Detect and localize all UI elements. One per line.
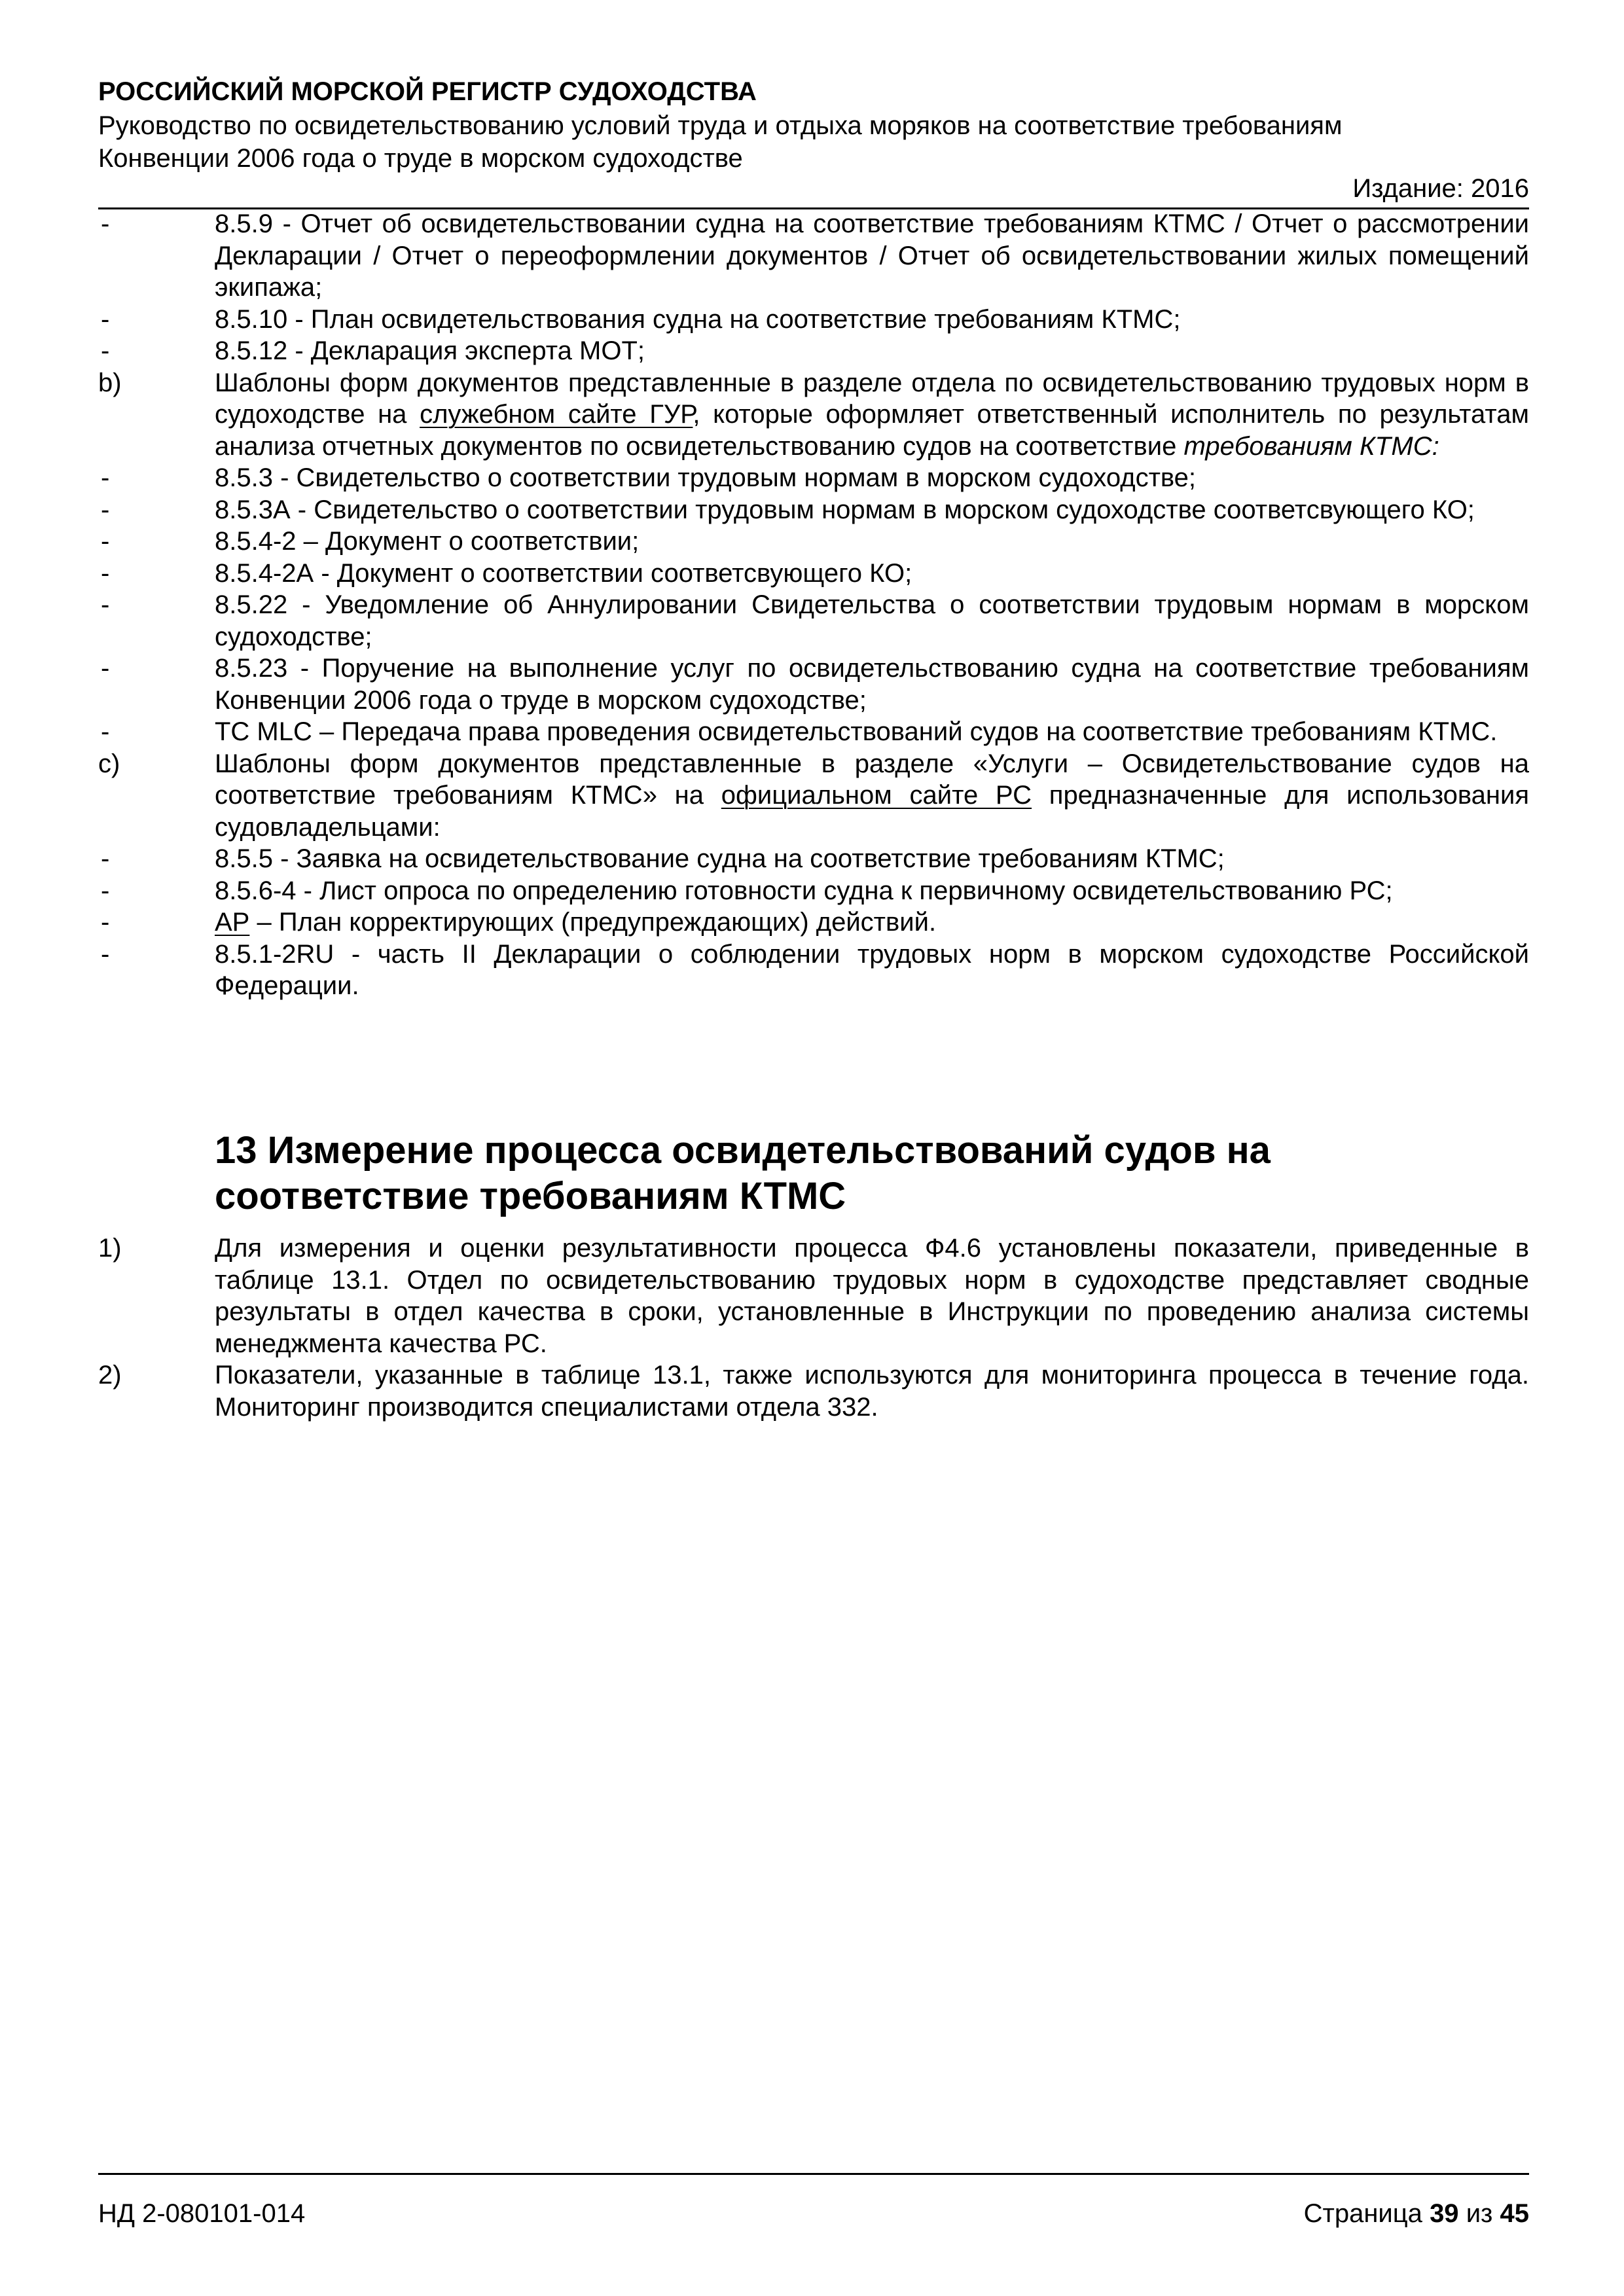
list-item-text — [215, 748, 1529, 844]
section-heading-line-2: соответствие требованиям КТМС — [215, 1175, 846, 1217]
list-marker: - — [101, 717, 110, 746]
document-subtitle — [98, 109, 1529, 175]
list-item-text: 8.5.1-2RU - часть II Декларации о соблюдении трудовых норм в морском судоходстве Российской Федерации. — [215, 939, 1529, 1000]
page-separator: из — [1466, 2199, 1493, 2228]
list-item — [98, 653, 1529, 716]
item-number: 1) — [98, 1234, 122, 1263]
list-item — [98, 906, 1529, 939]
ap-link[interactable]: АР — [215, 908, 250, 937]
list-item-text — [215, 367, 1529, 463]
text-segment: предназначенные для использования судовладельцами: — [215, 781, 1529, 842]
list-item — [98, 875, 1529, 907]
numbered-item — [98, 1232, 1529, 1359]
internal-site-link[interactable]: служебном сайте ГУР — [420, 400, 693, 429]
list-item-text: 8.5.23 - Поручение на выполнение услуг по освидетельствованию судна на соответствие требованиям Конвенции 2006 года о труде в морском судоходстве; — [215, 654, 1529, 715]
document-body — [98, 208, 1529, 1002]
organization-name: РОССИЙСКИЙ МОРСКОЙ РЕГИСТР СУДОХОДСТВА — [98, 77, 757, 106]
list-marker: - — [101, 495, 110, 524]
list-item-text: 8.5.10 - План освидетельствования судна на соответствие требованиям КТМС; — [215, 304, 1181, 334]
list-item-text: 8.5.5 - Заявка на освидетельствование судна на соответствие требованиям КТМС; — [215, 844, 1225, 873]
list-item-text: 8.5.4-2 – Документ о соответствии; — [215, 527, 640, 556]
section-body — [98, 1232, 1529, 1423]
page-label: Страница — [1303, 2199, 1422, 2228]
text-segment: Шаблоны форм документов представленные в разделе отдела по освидетельствованию трудовых норм в судоходстве на — [215, 368, 1529, 429]
list-item — [98, 939, 1529, 1002]
text-segment: , которые оформляет ответственный исполнитель по результатам анализа отчетных документов по освидетельствованию судов на соответствие — [215, 400, 1530, 461]
list-item-text: 8.5.12 - Декларация эксперта МОТ; — [215, 336, 645, 365]
text-segment-italic: требованиям КТМС: — [1183, 431, 1439, 461]
document-number: НД 2-080101-014 — [98, 2199, 306, 2228]
list-marker: c) — [98, 749, 120, 778]
section-heading-line-1: 13 Измерение процесса освидетельствований судов на — [215, 1129, 1271, 1172]
official-site-link[interactable]: официальном сайте РС — [721, 781, 1032, 810]
list-item-text: 8.5.6-4 - Лист опроса по определению готовности судна к первичному освидетельствованию РС; — [215, 876, 1393, 905]
list-marker: - — [101, 908, 110, 937]
subtitle-line-2: Конвенции 2006 года о труде в морском судоходстве — [98, 144, 743, 173]
list-marker: - — [101, 558, 110, 588]
list-item-text: 8.5.22 - Уведомление об Аннулировании Свидетельства о соответствии трудовым нормам в морском судоходстве; — [215, 590, 1529, 651]
list-item-b — [98, 367, 1529, 463]
item-number: 2) — [98, 1361, 122, 1390]
list-item-text: 8.5.3 - Свидетельство о соответствии трудовым нормам в морском судоходстве; — [215, 463, 1197, 492]
list-item — [98, 843, 1529, 875]
edition-label: Издание: 2016 — [1352, 174, 1529, 203]
list-item — [98, 558, 1529, 590]
list-item — [98, 494, 1529, 526]
list-item — [98, 462, 1529, 494]
subtitle-line-1: Руководство по освидетельствованию условий труда и отдыха моряков на соответствие требованиям — [98, 111, 1343, 140]
page-total: 45 — [1500, 2199, 1529, 2228]
list-item-text: 8.5.4-2А - Документ о соответствии соответсвующего КО; — [215, 558, 912, 588]
list-item — [98, 304, 1529, 336]
list-marker: - — [101, 654, 110, 683]
list-marker: - — [101, 527, 110, 556]
text-segment: Шаблоны форм документов представленные в разделе «Услуги – Освидетельствование судов на соответствие требованиям КТМС» на — [215, 749, 1529, 810]
list-item-text: ТС MLC – Передача права проведения освидетельствований судов на соответствие требованиям КТМС. — [215, 717, 1498, 746]
list-marker: - — [101, 336, 110, 365]
list-item-text: 8.5.9 - Отчет об освидетельствовании судна на соответствие требованиям КТМС / Отчет о рассмотрении Декларации / Отчет о переоформлении документов / Отчет об освидетельствовании жилых помещений экипажа; — [215, 209, 1529, 302]
list-marker: - — [101, 844, 110, 873]
numbered-item-text: Для измерения и оценки результативности процесса Ф4.6 установлены показатели, приведенные в таблице 13.1. Отдел по освидетельствованию трудовых норм в судоходстве представляет сводные результаты в отдел качества в сроки, установленные в Инструкции по проведению анализа системы менеджмента качества РС. — [215, 1234, 1529, 1358]
list-item — [98, 335, 1529, 367]
list-marker: - — [101, 209, 110, 238]
list-item — [98, 589, 1529, 653]
page-current: 39 — [1430, 2199, 1459, 2228]
list-marker: - — [101, 304, 110, 334]
numbered-item — [98, 1359, 1529, 1423]
list-marker: b) — [98, 368, 122, 397]
text-segment: – План корректирующих (предупреждающих) действий. — [249, 908, 937, 937]
list-marker: - — [101, 939, 110, 969]
list-item-c — [98, 748, 1529, 844]
footer-divider — [98, 2173, 1529, 2175]
list-item — [98, 716, 1529, 748]
list-item — [98, 526, 1529, 558]
list-item-text — [215, 906, 1529, 939]
list-marker: - — [101, 876, 110, 905]
section-heading — [215, 1128, 1458, 1219]
list-marker: - — [101, 463, 110, 492]
list-item — [98, 208, 1529, 304]
numbered-item-text: Показатели, указанные в таблице 13.1, также используются для мониторинга процесса в течение года. Мониторинг производится специалистами отдела 332. — [215, 1361, 1529, 1422]
page-number — [1304, 2197, 1529, 2230]
list-item-text: 8.5.3А - Свидетельство о соответствии трудовым нормам в морском судоходстве соответсвующего КО; — [215, 495, 1475, 524]
list-marker: - — [101, 590, 110, 619]
